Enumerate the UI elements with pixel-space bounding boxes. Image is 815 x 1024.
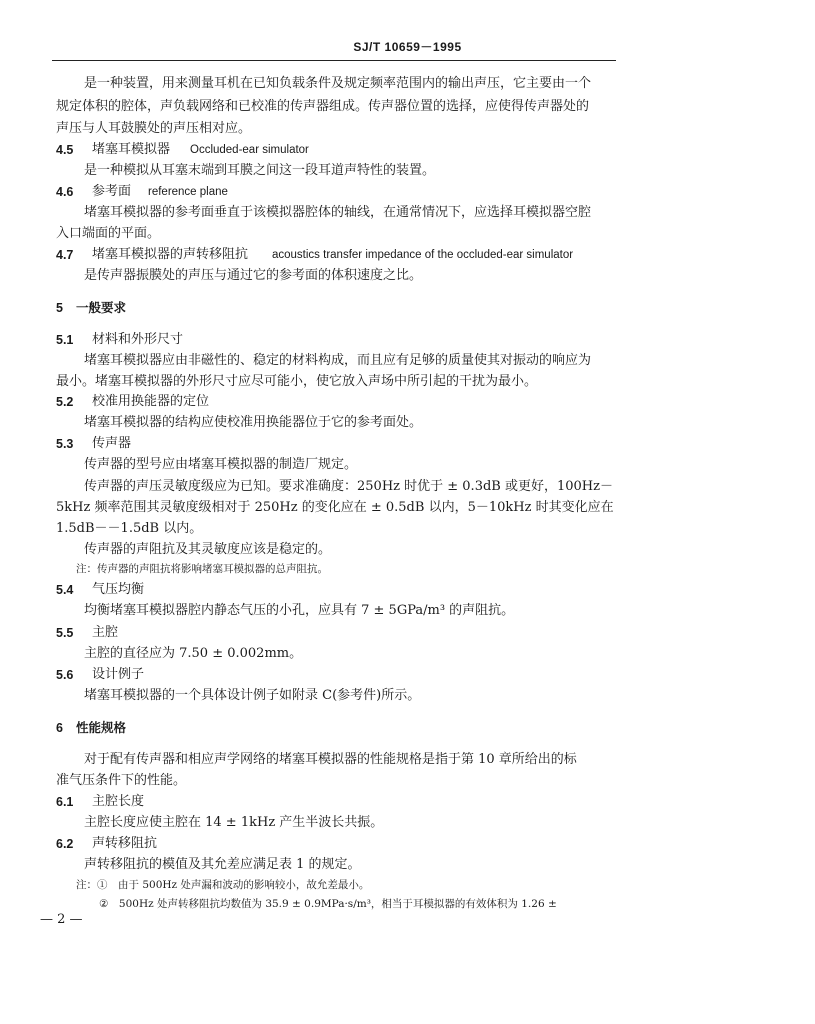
s62-title: 声转移阻抗 [92, 836, 158, 851]
s54-number: 5.4 [56, 583, 74, 597]
s6-line-2: 准气压条件下的性能。 [56, 773, 187, 788]
s45-line-1: 是一种模拟从耳塞末端到耳膜之间这一段耳道声特性的装置。 [84, 163, 436, 178]
s62-number: 6.2 [56, 837, 74, 851]
header-rule [52, 60, 616, 61]
s44-line-2: 规定体积的腔体，声负载网络和已校准的传声器组成。传声器位置的选择，应使得传声器处的 [56, 99, 590, 114]
s52-number: 5.2 [56, 395, 74, 409]
s47-line-1: 是传声器振膜处的声压与通过它的参考面的体积速度之比。 [84, 268, 423, 283]
s56-line-1: 堵塞耳模拟器的一个具体设计例子如附录 C(参考件)所示。 [84, 688, 421, 703]
s61-number: 6.1 [56, 795, 74, 809]
s51-number: 5.1 [56, 333, 74, 347]
s55-title: 主腔 [92, 625, 119, 640]
s55-line-1: 主腔的直径应为 7.50 ± 0.002mm。 [84, 646, 303, 661]
s46-line-2: 入口端面的平面。 [56, 226, 161, 241]
s46-line-1: 堵塞耳模拟器的参考面垂直于该模拟器腔体的轴线，在通常情况下，应选择耳模拟器空腔 [84, 205, 592, 220]
s61-line-1: 主腔长度应使主腔在 14 ± 1kHz 产生半波长共振。 [84, 815, 384, 830]
s53-title: 传声器 [92, 436, 132, 451]
s44-line-1: 是一种装置，用来测量耳机在已知负载条件及规定频率范围内的输出声压，它主要由一个 [84, 76, 592, 91]
s62-note-2: ② 500Hz 处声转移阻抗均数值为 35.9 ± 0.9MPa·s/m³，相当于耳模拟器的有效体积为 1.26 ± [99, 898, 557, 910]
s53-line-3: 5kHz 频率范围其灵敏度级相对于 250Hz 的变化应在 ± 0.5dB 以内，5－10kHz 时其变化应在 [56, 500, 614, 515]
s51-line-2: 最小。堵塞耳模拟器的外形尺寸应尽可能小，使它放入声场中所引起的干扰为最小。 [56, 374, 538, 389]
s6-number: 6 [56, 721, 63, 735]
page-number-footer: — 2 — [40, 912, 83, 927]
s52-title: 校准用换能器的定位 [92, 394, 210, 409]
s47-number: 4.7 [56, 248, 74, 262]
s53-number: 5.3 [56, 437, 74, 451]
s45-title: 堵塞耳模拟器 [92, 142, 171, 157]
s62-note-1: 注：① 由于 500Hz 处声漏和波动的影响较小，故允差最小。 [76, 879, 370, 891]
s55-number: 5.5 [56, 626, 74, 640]
s56-title: 设计例子 [92, 667, 145, 682]
s61-title: 主腔长度 [92, 794, 145, 809]
s46-number: 4.6 [56, 185, 74, 199]
s46-title: 参考面 [92, 184, 132, 199]
s53-line-1: 传声器的型号应由堵塞耳模拟器的制造厂规定。 [84, 457, 358, 472]
s6-line-1: 对于配有传声器和相应声学网络的堵塞耳模拟器的性能规格是指于第 10 章所给出的标 [84, 752, 577, 767]
s45-number: 4.5 [56, 143, 74, 157]
s51-title: 材料和外形尺寸 [92, 332, 184, 347]
s53-line-2: 传声器的声压灵敏度级应为已知。要求准确度：250Hz 时优于 ± 0.3dB 或更好，100Hz－ [84, 479, 613, 494]
s47-english-title: acoustics transfer impedance of the occluded-ear simulator [272, 249, 574, 261]
s44-line-3: 声压与人耳鼓膜处的声压相对应。 [56, 121, 252, 136]
s56-number: 5.6 [56, 668, 74, 682]
s5-title: 一般要求 [76, 300, 127, 315]
s6-title: 性能规格 [76, 720, 127, 735]
s51-line-1: 堵塞耳模拟器应由非磁性的、稳定的材料构成，而且应有足够的质量使其对振动的响应为 [84, 353, 592, 368]
s46-english-title: reference plane [148, 186, 228, 198]
s5-number: 5 [56, 301, 63, 315]
s45-english-title: Occluded-ear simulator [190, 144, 309, 156]
s62-line-1: 声转移阻抗的模值及其允差应满足表 1 的规定。 [84, 857, 361, 872]
s53-line-4: 1.5dB－－1.5dB 以内。 [56, 521, 203, 536]
s47-title: 堵塞耳模拟器的声转移阻抗 [92, 247, 249, 262]
standard-code-header: SJ/T 10659－1995 [353, 40, 462, 54]
s53-note: 注：传声器的声阻抗将影响堵塞耳模拟器的总声阻抗。 [76, 563, 328, 575]
s54-line-1: 均衡堵塞耳模拟器腔内静态气压的小孔，应具有 7 ± 5GPa/m³ 的声阻抗。 [84, 603, 515, 618]
s53-line-5: 传声器的声阻抗及其灵敏度应该是稳定的。 [84, 542, 332, 557]
s52-line-1: 堵塞耳模拟器的结构应使校准用换能器位于它的参考面处。 [84, 415, 423, 430]
s54-title: 气压均衡 [92, 582, 145, 597]
